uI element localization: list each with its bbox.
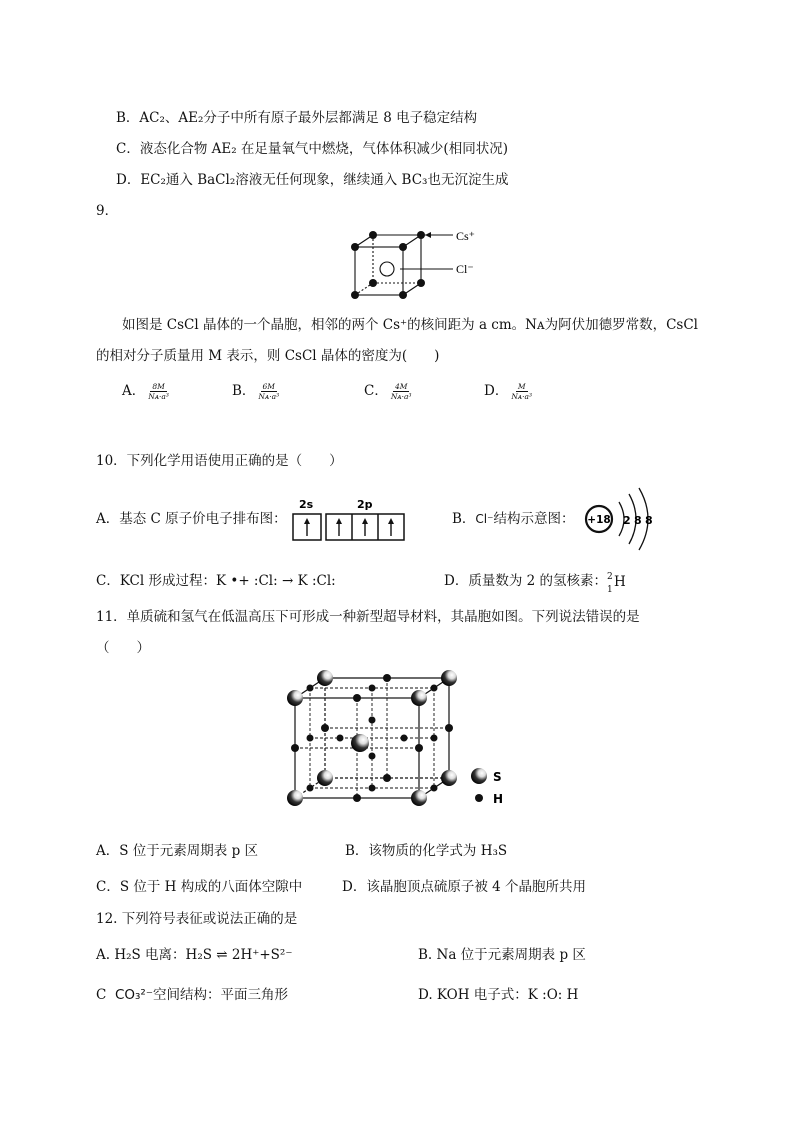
- q9-option-a: A． $\frac{8M}{\text{Nᴀ·a³}}$: [122, 382, 169, 401]
- orbital-2s-label: 2s: [299, 498, 314, 511]
- shell-1-electrons: 2: [623, 514, 631, 527]
- carbon-orbital-diagram: [290, 497, 410, 545]
- h3s-unit-cell-diagram: [283, 668, 533, 818]
- q8-option-c: C．液态化合物 AE₂ 在足量氧气中燃烧，气体体积减少(相同状况): [116, 141, 508, 157]
- hydrogen-nuclide: 2 1 H: [607, 571, 626, 595]
- q12-option-d: D. KOH 电子式：K :O: H: [418, 987, 579, 1003]
- cscl-unit-cell-diagram: [345, 225, 505, 315]
- q11-option-d: D．该晶胞顶点硫原子被 4 个晶胞所共用: [342, 879, 586, 895]
- q8-option-b: B．AC₂、AE₂分子中所有原子最外层都满足 8 电子稳定结构: [116, 110, 478, 126]
- q10-option-d-text: D．质量数为 2 的氢核素： 2 1 H: [444, 571, 626, 595]
- q9-option-b: B． $\frac{6M}{\text{Nᴀ·a³}}$: [232, 382, 280, 401]
- q11-paren: （ ）: [96, 640, 150, 656]
- shell-3-electrons: 8: [645, 514, 653, 527]
- q11-option-b: B．该物质的化学式为 H₃S: [345, 843, 508, 859]
- q12-stem: 12. 下列符号表征或说法正确的是: [96, 911, 298, 927]
- q10-option-b-text: B．Cl⁻结构示意图：: [452, 511, 575, 527]
- legend-h-label: H: [493, 792, 504, 806]
- legend-s-label: S: [493, 770, 502, 784]
- q9-stem-line2: 的相对分子质量用 M 表示，则 CsCl 晶体的密度为( ): [96, 348, 440, 364]
- q9-stem-line1: 如图是 CsCl 晶体的一个晶胞，相邻的两个 Cs⁺的核间距为 a cm。Nᴀ为阿伏加德罗常数，CsCl: [122, 317, 698, 333]
- q9-option-c: C． $\frac{4M}{\text{Nᴀ·a³}}$: [364, 382, 412, 401]
- chloride-ion: Cl⁻: [475, 512, 494, 526]
- q9-option-d: D． $\frac{M}{\text{Nᴀ·a³}}$: [484, 382, 532, 401]
- q12-option-c: C CO₃²⁻空间结构：平面三角形: [96, 987, 288, 1003]
- q9-number: 9．: [96, 203, 119, 219]
- nucleus-charge: +18: [587, 514, 611, 526]
- q11-option-c: C．S 位于 H 构成的八面体空隙中: [96, 879, 303, 895]
- q10-stem: 10．下列化学用语使用正确的是（ ）: [96, 453, 343, 469]
- q12-option-a: A. H₂S 电离：H₂S ⇌ 2H⁺+S²⁻: [96, 947, 293, 963]
- q10-option-a-text: A．基态 C 原子价电子排布图：: [96, 511, 287, 527]
- q11-stem: 11．单质硫和氢气在低温高压下可形成一种新型超导材料，其晶胞如图。下列说法错误的是: [96, 609, 640, 625]
- label-cl-ion: Cl⁻: [456, 262, 474, 276]
- label-cs-ion: Cs⁺: [456, 229, 476, 243]
- legend-s-atom: [471, 768, 487, 784]
- carbonate-ion: CO₃²⁻: [114, 987, 153, 1003]
- orbital-2p-label: 2p: [357, 498, 373, 511]
- q8-option-d: D．EC₂通入 BaCl₂溶液无任何现象，继续通入 BC₃也无沉淀生成: [116, 172, 509, 188]
- q12-option-b: B. Na 位于元素周期表 p 区: [418, 947, 586, 963]
- chloride-ion-structure-diagram: [583, 488, 663, 548]
- shell-2-electrons: 8: [634, 514, 642, 527]
- legend-h-atom: [475, 794, 483, 802]
- q11-option-a: A．S 位于元素周期表 p 区: [96, 843, 259, 859]
- q10-option-c-text: C．KCl 形成过程：K •+ :Cl: → K :Cl:: [96, 573, 336, 589]
